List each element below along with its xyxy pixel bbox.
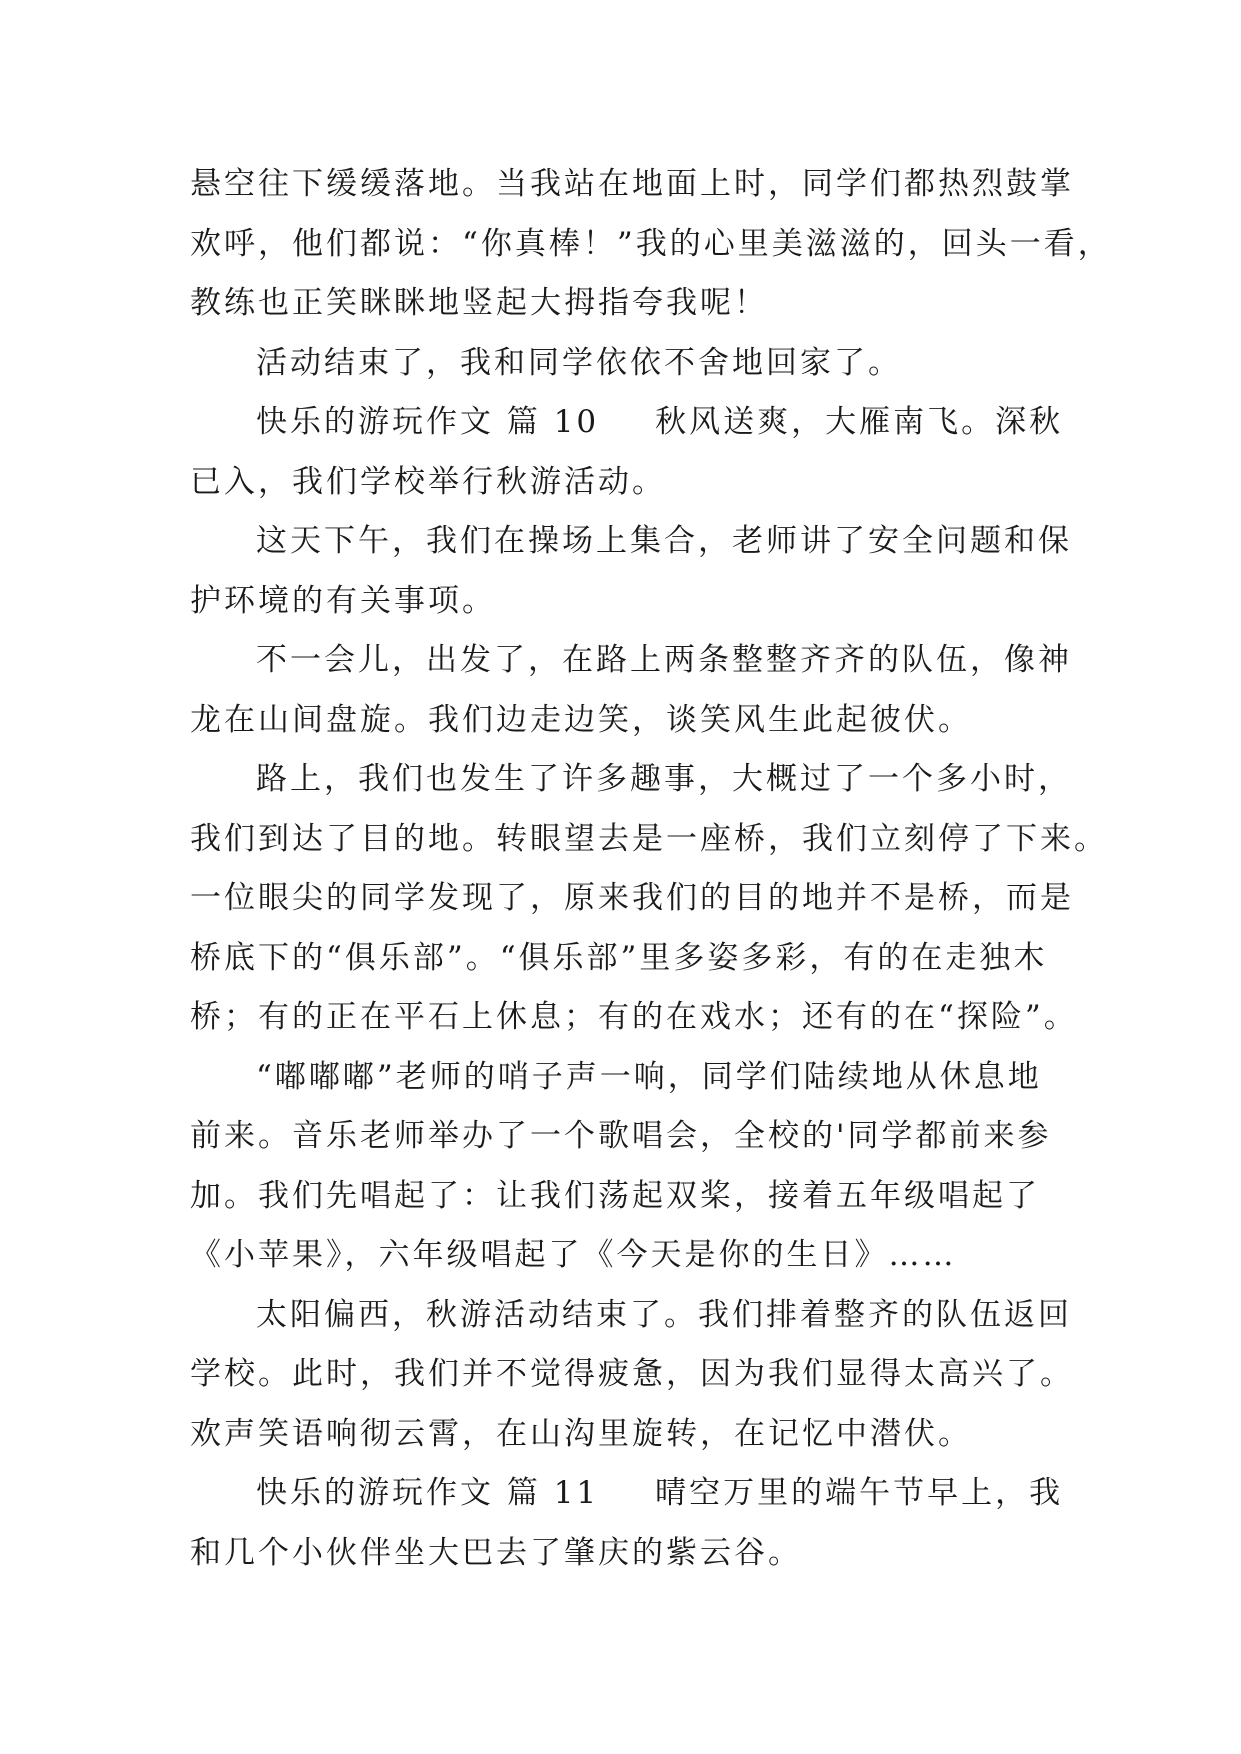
paragraph-start-line: 不一会儿，出发了，在路上两条整整齐齐的队伍，像神 — [256, 642, 1072, 678]
section-heading: 快乐的游玩作文 篇 11 — [256, 1475, 600, 1511]
paragraph-start-line: 太阳偏西，秋游活动结束了。我们排着整齐的队伍返回 — [256, 1296, 1072, 1333]
text-line: 龙在山间盘旋。我们边走边笑，谈笑风生此起彼伏。 — [190, 701, 972, 738]
text-line: 护环境的有关事项。 — [190, 582, 496, 619]
text-line: 学校。此时，我们并不觉得疲惫，因为我们显得太高兴了。 — [190, 1356, 1074, 1392]
text-line: 教练也正笑眯眯地竖起大拇指夸我呢！ — [190, 285, 768, 321]
paragraph-start-line: 路上，我们也发生了许多趣事，大概过了一个多小时， — [256, 761, 1072, 797]
paragraph-start-line: 活动结束了，我和同学依依不舍地回家了。 — [256, 344, 902, 381]
text-line: 和几个小伙伴坐大巴去了肇庆的紫云谷。 — [190, 1534, 802, 1571]
text-line: 欢声笑语响彻云霄，在山沟里旋转，在记忆中潜伏。 — [190, 1415, 972, 1452]
section-text: 秋风送爽，大雁南飞。深秋 — [655, 404, 1064, 440]
essay-body — [190, 155, 1112, 1583]
text-line: 前来。音乐老师举办了一个歌唱会，全校的'同学都前来参 — [190, 1118, 1052, 1154]
section-text: 晴空万里的端午节早上，我 — [655, 1475, 1064, 1511]
text-line: 一位眼尖的同学发现了，原来我们的目的地并不是桥，而是 — [190, 880, 1074, 916]
text-line: 已入，我们学校举行秋游活动。 — [190, 463, 666, 500]
section-heading-line — [190, 393, 1070, 453]
text-line: 悬空往下缓缓落地。当我站在地面上时，同学们都热烈鼓掌 — [190, 166, 1074, 202]
paragraph-start-line: “嘟嘟嘟”老师的哨子声一响，同学们陆续地从休息地 — [256, 1058, 1042, 1095]
text-line: 桥；有的正在平石上休息；有的在戏水；还有的在“探险”。 — [190, 999, 1078, 1035]
text-line: 我们到达了目的地。转眼望去是一座桥，我们立刻停了下来。 — [190, 820, 1108, 857]
text-line: 《小苹果》，六年级唱起了《今天是你的生日》…… — [190, 1237, 957, 1273]
section-heading: 快乐的游玩作文 篇 10 — [256, 404, 600, 440]
text-line: 加。我们先唱起了：让我们荡起双桨，接着五年级唱起了 — [190, 1177, 1040, 1214]
text-line: 桥底下的“俱乐部”。“俱乐部”里多姿多彩，有的在走独木 — [190, 939, 1048, 976]
section-heading-line — [190, 1464, 1070, 1524]
paragraph-start-line: 这天下午，我们在操场上集合，老师讲了安全问题和保 — [256, 523, 1072, 559]
text-line: 欢呼，他们都说：“你真棒！”我的心里美滋滋的，回头一看， — [190, 225, 1112, 262]
